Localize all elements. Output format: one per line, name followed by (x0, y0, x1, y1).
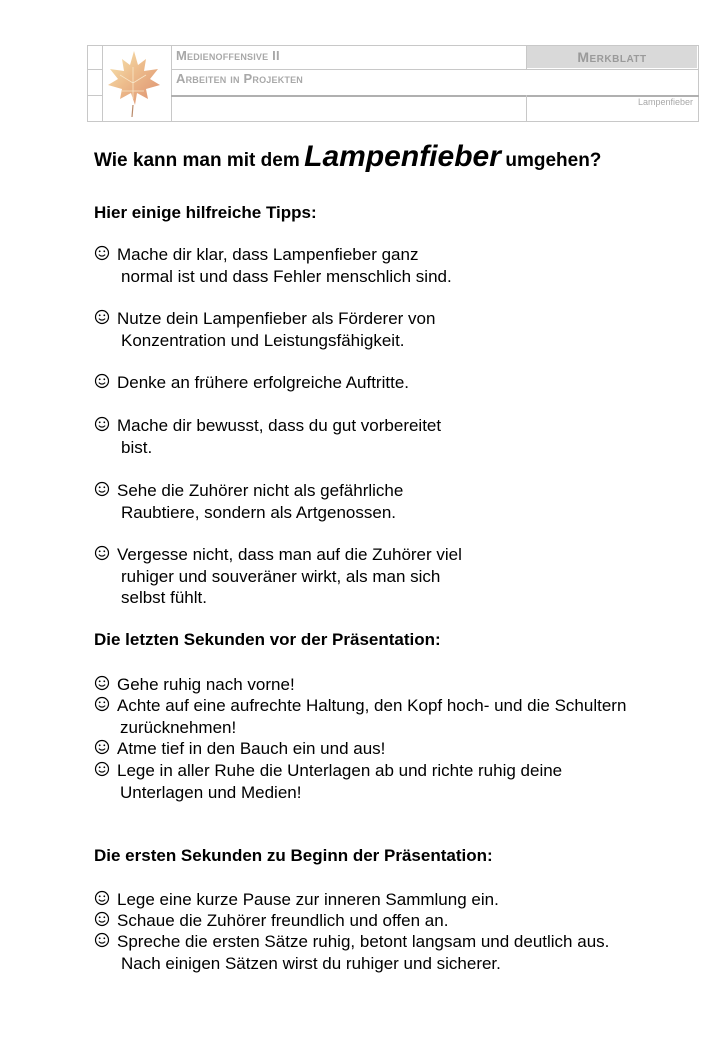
list-item: Schaue die Zuhörer freundlich und offen an. (94, 910, 699, 932)
list-item: Sehe die Zuhörer nicht als gefährliche Raubtiere, sondern als Artgenossen. (94, 480, 524, 523)
smiley-icon (94, 890, 110, 906)
smiley-icon (94, 545, 110, 561)
header-doc-type: Merkblatt (527, 46, 697, 68)
list-item: Spreche die ersten Sätze ruhig, betont langsam und deutlich aus. Nach einigen Sätzen wirst du ruhiger und sicherer. (94, 931, 699, 974)
document-header (87, 45, 699, 122)
list-item: Nutze dein Lampenfieber als Förderer von Konzentration und Leistungsfähigkeit. (94, 308, 524, 351)
smiley-icon (94, 761, 110, 777)
tips-heading: Hier einige hilfreiche Tipps: (94, 203, 317, 222)
smiley-icon (94, 739, 110, 755)
smiley-icon (94, 245, 110, 261)
page-title (94, 140, 601, 174)
list-item: Achte auf eine aufrechte Haltung, den Kopf hoch- und die Schultern zurücknehmen! (94, 695, 699, 738)
header-course: Medienoffensive II (176, 48, 280, 63)
header-topic: Lampenfieber (637, 97, 693, 107)
title-part2: umgehen? (505, 150, 602, 171)
list-item: Denke an frühere erfolgreiche Auftritte. (94, 372, 524, 394)
smiley-icon (94, 309, 110, 325)
smiley-icon (94, 932, 110, 948)
smiley-icon (94, 373, 110, 389)
smiley-icon (94, 481, 110, 497)
title-part1: Wie kann man mit dem (94, 150, 300, 171)
first-seconds-heading: Die ersten Sekunden zu Beginn der Präsentation: (94, 846, 493, 865)
list-item: Mache dir bewusst, dass du gut vorbereitet bist. (94, 415, 524, 458)
maple-leaf-icon (102, 47, 164, 119)
smiley-icon (94, 911, 110, 927)
list-item: Lege in aller Ruhe die Unterlagen ab und richte ruhig deine Unterlagen und Medien! (94, 760, 699, 803)
list-item: Atme tief in den Bauch ein und aus! (94, 738, 699, 760)
last-seconds-heading: Die letzten Sekunden vor der Präsentation: (94, 630, 441, 649)
title-keyword: Lampenfieber (304, 140, 501, 173)
list-item: Vergesse nicht, dass man auf die Zuhörer viel ruhiger und souveräner wirkt, als man sich selbst fühlt. (94, 544, 534, 609)
smiley-icon (94, 675, 110, 691)
list-item: Lege eine kurze Pause zur inneren Sammlung ein. (94, 889, 699, 911)
list-item: Gehe ruhig nach vorne! (94, 674, 699, 696)
smiley-icon (94, 416, 110, 432)
smiley-icon (94, 696, 110, 712)
header-subtitle: Arbeiten in Projekten (176, 71, 303, 86)
list-item: Mache dir klar, dass Lampenfieber ganz normal ist und dass Fehler menschlich sind. (94, 244, 524, 287)
